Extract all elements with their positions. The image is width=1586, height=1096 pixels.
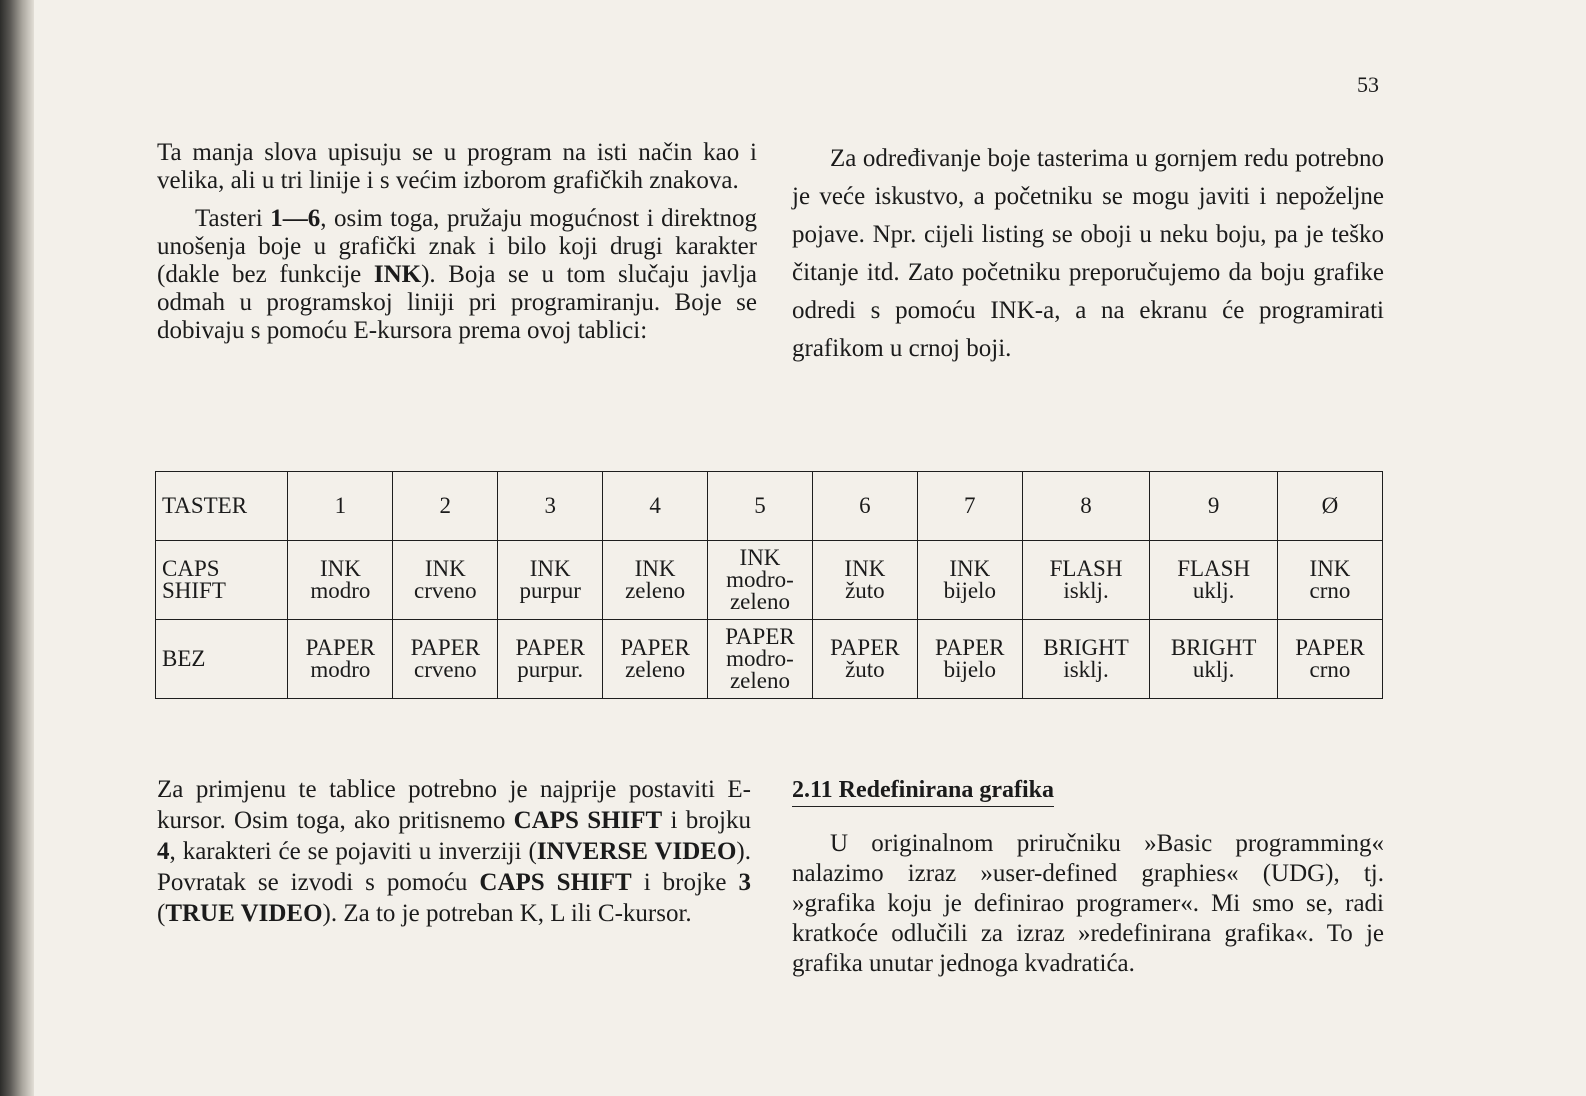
- table-cell: [1150, 620, 1278, 699]
- cell-text: zeleno: [729, 589, 790, 614]
- table-header-key: Ø: [1277, 472, 1382, 541]
- table-cell: [288, 541, 393, 620]
- cell-text: INK: [529, 556, 571, 581]
- cell-text: INK: [319, 556, 361, 581]
- table-row-bez: [156, 620, 1383, 699]
- bold-key: 4: [157, 838, 170, 865]
- text-span: Tasteri: [195, 205, 271, 232]
- paragraph: [157, 205, 757, 345]
- text-span: i brojke: [631, 869, 739, 896]
- table-cell: [708, 620, 813, 699]
- bold-ink: INK: [373, 261, 422, 288]
- table-cell: [1277, 620, 1382, 699]
- cell-text: INK: [739, 545, 781, 570]
- table-cell: [1022, 620, 1150, 699]
- text-span: ). Povratak se izvodi s pomoću: [157, 838, 751, 896]
- paragraph: Za određivanje boje tasterima u gornjem redu potrebno je veće iskustvo, a početniku se mogu javiti i nepoželjne pojave. Npr. cijeli listing se oboji u neku boju, pa je teško čitanje itd. Zato početniku preporučujemo da boju grafike odredi s pomoću INK-a, a na ekranu će programirati grafikom u crnoj boji.: [792, 145, 1384, 362]
- table-header-key: 6: [812, 472, 917, 541]
- page-number: 53: [1357, 72, 1379, 97]
- cell-text: purpur: [519, 578, 581, 603]
- text-span: i brojku: [662, 807, 752, 834]
- cell-text: bijelo: [943, 657, 996, 682]
- right-column-top: [792, 140, 1384, 368]
- cell-text: isklj.: [1063, 578, 1109, 603]
- cell-text: PAPER: [725, 624, 795, 649]
- cell-text: žuto: [845, 657, 885, 682]
- table-header-label: TASTER: [156, 472, 288, 541]
- table-cell: [917, 620, 1022, 699]
- cell-text: PAPER: [410, 635, 481, 660]
- bold-key: 3: [738, 869, 752, 896]
- paragraph: [157, 774, 751, 929]
- text-span: ). Boja se u tom slučaju javlja odmah u programskoj liniji pri programiranju. Boje se dobivaju s pomoću E-kursora prema ovoj tablici:: [157, 261, 757, 344]
- table-cell: [156, 541, 288, 620]
- table-cell: [1022, 541, 1150, 620]
- cell-text: PAPER: [935, 635, 1005, 660]
- cell-text: zeleno: [625, 578, 686, 603]
- cell-text: modro: [310, 578, 371, 603]
- cell-text: purpur.: [517, 657, 584, 682]
- text-span: , karakteri će se pojaviti u inverziji (: [169, 838, 537, 865]
- table-header-key: 7: [917, 472, 1022, 541]
- table-cell: [917, 541, 1022, 620]
- bold-keys: 1—6: [270, 205, 321, 232]
- cell-text: FLASH: [1049, 556, 1123, 581]
- cell-text: INK: [634, 556, 676, 581]
- table-cell: [498, 541, 603, 620]
- text-span: , osim toga, pružaju mogućnost i direktnog unošenja boje u grafički znak i bilo koji drugi karakter (dakle bez funkcije: [157, 205, 757, 288]
- section-heading: 2.11 Redefinirana grafika: [792, 776, 1054, 807]
- book-spine-shadow: [0, 0, 34, 1096]
- cell-text: crno: [1309, 578, 1351, 603]
- table-cell: [812, 541, 917, 620]
- cell-text: INK: [949, 556, 991, 581]
- table-cell: [1150, 541, 1278, 620]
- cell-text: modro-: [726, 567, 794, 592]
- cell-text: uklj.: [1192, 657, 1235, 682]
- bold-key: TRUE VIDEO: [165, 900, 323, 927]
- cell-text: PAPER: [1295, 635, 1365, 660]
- cell-text: modro: [310, 657, 371, 682]
- text-span: ). Za to je potreban K, L ili C-kursor.: [322, 900, 692, 927]
- table-header-key: 8: [1022, 472, 1150, 541]
- table-header-key: 5: [708, 472, 813, 541]
- cell-text: INK: [1309, 556, 1351, 581]
- cell-text: SHIFT: [162, 578, 226, 603]
- cell-text: PAPER: [305, 635, 376, 660]
- cell-text: PAPER: [515, 635, 585, 660]
- bold-key: INVERSE VIDEO: [536, 838, 737, 865]
- cell-text: CAPS: [162, 556, 220, 581]
- table-header-key: 2: [393, 472, 498, 541]
- bold-key: CAPS SHIFT: [479, 869, 632, 896]
- table-row-label: BEZ: [156, 620, 288, 699]
- text-span: Za primjenu te tablice potrebno je najprije postaviti E-kursor. Osim toga, ako pritisnemo: [157, 776, 751, 834]
- cell-text: INK: [424, 556, 466, 581]
- cell-text: FLASH: [1177, 556, 1251, 581]
- table-header-key: 9: [1150, 472, 1278, 541]
- table-cell: [288, 620, 393, 699]
- right-column-bottom: [792, 776, 1384, 979]
- cell-text: bijelo: [943, 578, 996, 603]
- table-header-key: 3: [498, 472, 603, 541]
- left-column-bottom: [157, 774, 751, 929]
- cell-text: INK: [844, 556, 886, 581]
- text-span: (: [157, 900, 166, 927]
- bold-key: CAPS SHIFT: [513, 807, 663, 834]
- cell-text: PAPER: [830, 635, 900, 660]
- table-cell: [1277, 541, 1382, 620]
- paragraph: U originalnom priručniku »Basic programming« nalazimo izraz »user-defined graphies« (UDG), tj. »grafika koju je definirao programer«. Mi smo se, radi kratkoće odlučili za izraz »redefinirana grafika«. To je grafika unutar jednoga kvadratića.: [792, 830, 1384, 977]
- cell-text: crveno: [414, 657, 477, 682]
- cell-text: BRIGHT: [1170, 635, 1257, 660]
- cell-text: crno: [1309, 657, 1351, 682]
- table-cell: [603, 541, 708, 620]
- table-header-key: 4: [603, 472, 708, 541]
- cell-text: isklj.: [1063, 657, 1109, 682]
- cell-text: crveno: [414, 578, 477, 603]
- table-cell: [393, 620, 498, 699]
- cell-text: PAPER: [620, 635, 690, 660]
- table-header-key: 1: [288, 472, 393, 541]
- table-cell: [603, 620, 708, 699]
- table-cell: [393, 541, 498, 620]
- table-cell: [812, 620, 917, 699]
- left-column-top: [157, 139, 757, 345]
- table-cell: [708, 541, 813, 620]
- cell-text: uklj.: [1192, 578, 1235, 603]
- cell-text: zeleno: [729, 668, 790, 693]
- cell-text: zeleno: [625, 657, 686, 682]
- paragraph: Ta manja slova upisuju se u program na isti način kao i velika, ali u tri linije i s većim izborom grafičkih znakova.: [157, 139, 757, 194]
- cell-text: modro-: [726, 646, 794, 671]
- color-key-table: [155, 471, 1383, 699]
- cell-text: BRIGHT: [1043, 635, 1129, 660]
- table-header-row: [156, 472, 1383, 541]
- table-cell: [498, 620, 603, 699]
- cell-text: žuto: [845, 578, 885, 603]
- table-row-caps-shift: [156, 541, 1383, 620]
